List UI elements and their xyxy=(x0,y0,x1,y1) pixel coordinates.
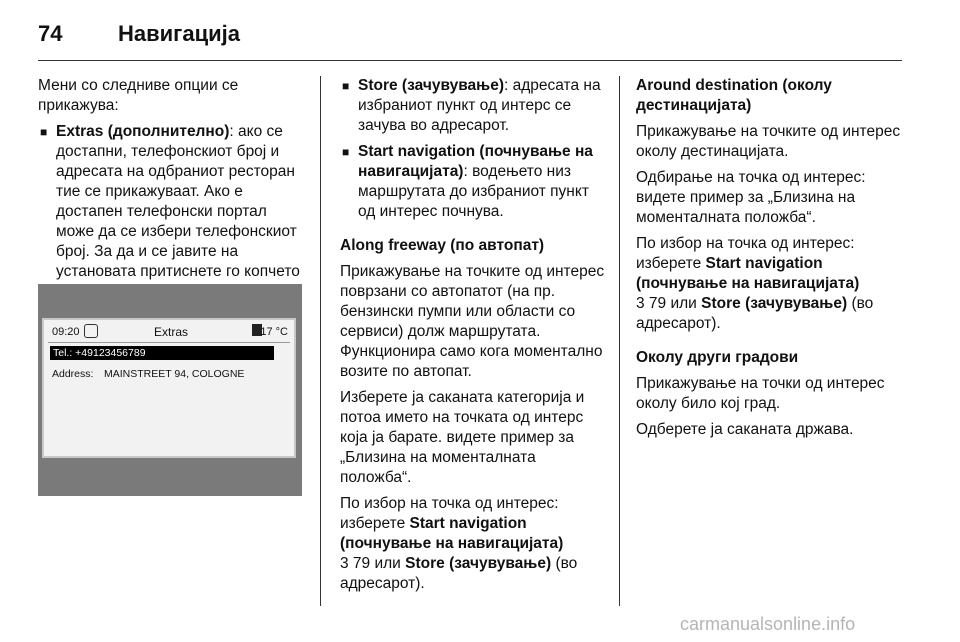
around-paragraph-1: Прикажување на точките од интерес околу дестинацијата. xyxy=(636,123,901,160)
column-divider-1 xyxy=(320,76,321,606)
freeway-select: По избор на точка од интерес: изберете Start navigation (почнување на навигацијата) 3 79 или Store (зачувување) (во адресарот). xyxy=(340,495,578,592)
temperature: 17 °C xyxy=(260,326,288,338)
freeway-paragraph-1: Прикажување на точките од интерес поврзани со автопатот (на пр. бензински пумпи или области со сервиси) долж маршрутата. Функционира само кога моментално возите по автопат. xyxy=(340,263,605,380)
column-3 xyxy=(636,76,906,446)
start-term: Start navigation (почнување на навигацијата) xyxy=(358,143,593,180)
page-header xyxy=(38,14,240,54)
cities-paragraph-2: Одберете ја саканата држава. xyxy=(636,421,854,438)
page-number: 74 xyxy=(38,21,63,46)
extras-text: : ако се достапни, телефонскиот број и адресата на одбраниот ресторан тие се прикажуваат. Ако е достапен телефонски портал може да се избери телефонскиот број. За да и се јавите на установата притиснете го копчето xyxy=(56,123,300,280)
address-label: Address: xyxy=(52,368,94,380)
bullet-store: ■ Store (зачувување): адресата на избраниот пункт од интерс се зачува во адресарот. xyxy=(342,77,601,134)
freeway-paragraph-2: Изберете ја саканата категорија и потоа името на точката од интерс која ја барате. видете пример за „Близина на моменталната положба“. xyxy=(340,389,585,486)
extras-term: Extras (дополнително) xyxy=(56,123,230,140)
bullet-start: ■ Start navigation (почнување на навигацијата): водењето низ маршрутата до избраниот пункт од интерес почнува. xyxy=(342,143,593,220)
header-divider xyxy=(38,60,902,61)
bullet-extras xyxy=(38,122,308,302)
bullet-icon: ■ xyxy=(40,125,48,139)
around-heading: Around destination (околу дестинацијата) xyxy=(636,77,832,114)
around-paragraph-2: Одбирање на точка од интерес: видете пример за „Близина на моменталната положба“. xyxy=(636,169,866,226)
screen-divider xyxy=(48,342,290,343)
phone-status-icon xyxy=(84,324,98,338)
clock: 09:20 xyxy=(52,326,80,338)
column-2 xyxy=(340,76,610,600)
column-1 xyxy=(38,76,308,308)
freeway-heading: Along freeway (по автопат) xyxy=(340,237,545,254)
around-select: По избор на точка од интерес: изберете Start navigation (почнување на навигацијата) 3 79 или Store (зачувување) (во адресарот). xyxy=(636,235,874,332)
intro-text: Мени со следниве опции се прикажува: xyxy=(38,77,239,114)
tel-row[interactable]: Tel.: +49123456789 xyxy=(50,346,274,360)
bullet-icon: ■ xyxy=(342,145,350,159)
store-term: Store (зачувување) xyxy=(358,77,504,94)
info-display xyxy=(42,318,296,458)
cities-paragraph-1: Прикажување на точки од интерес околу било кој град. xyxy=(636,375,885,412)
bullet-icon: ■ xyxy=(342,79,350,93)
address-value: MAINSTREET 94, COLOGNE xyxy=(104,368,245,380)
column-divider-2 xyxy=(619,76,620,606)
watermark: carmanualsonline.info xyxy=(680,614,856,634)
cities-heading: Околу други градови xyxy=(636,349,799,366)
page-title: Навигација xyxy=(118,21,240,46)
screen-title: Extras xyxy=(154,325,189,339)
display-screenshot xyxy=(38,284,302,496)
